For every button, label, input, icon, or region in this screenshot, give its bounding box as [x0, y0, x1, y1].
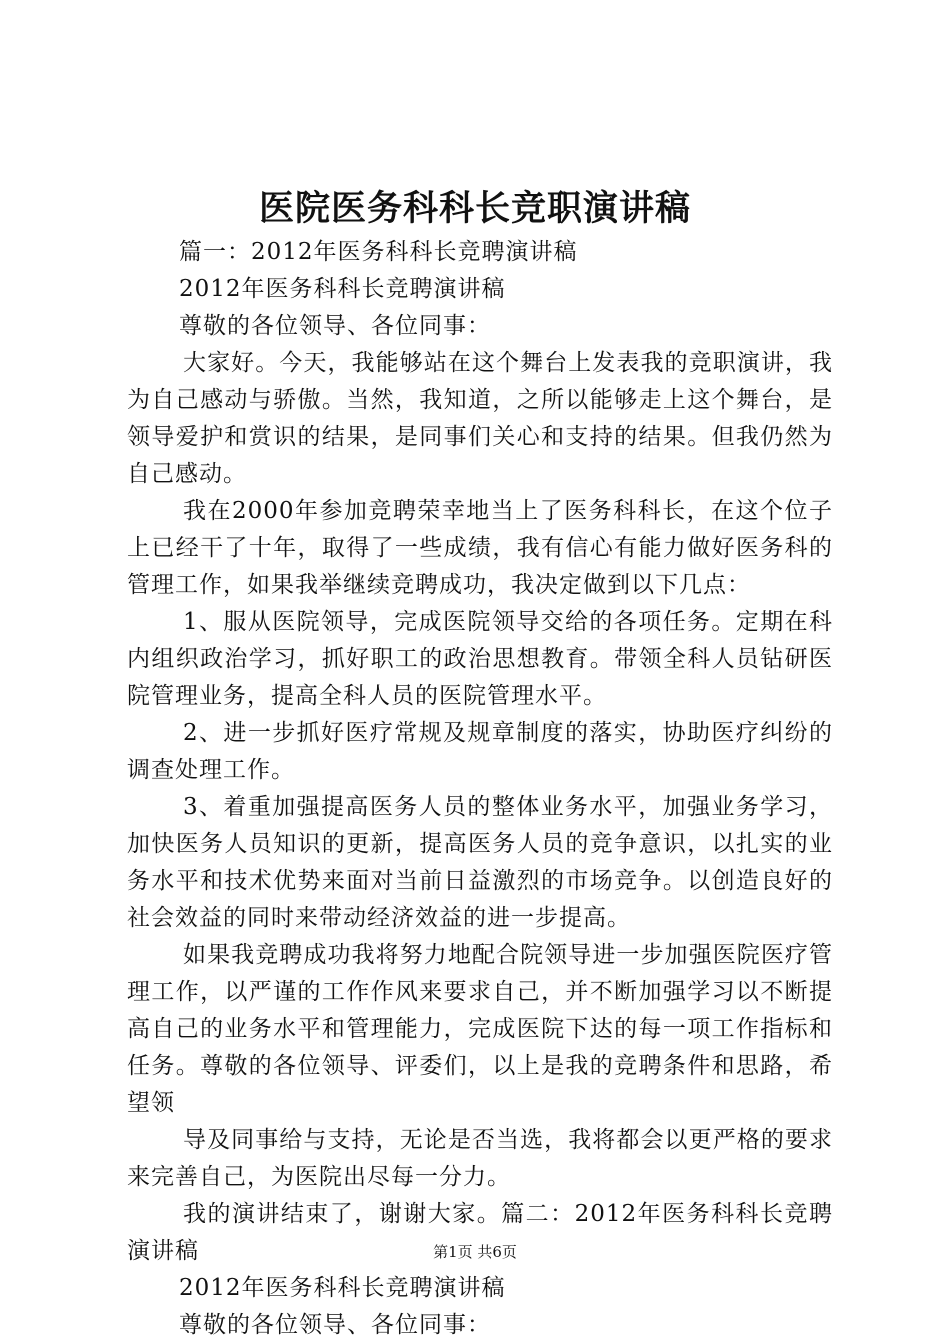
document-title: 医院医务科科长竞职演讲稿	[258, 188, 691, 229]
paragraph-point-3: 3、着重加强提高医务人员的整体业务水平，加强业务学习，加快医务人员知识的更新，提高医务人员的竞争意识，以扎实的业务水平和技术优势来面对当前日益激烈的市场竞争。以创造良好的社会效益的同时来带动经济效益的进一步提高。	[127, 794, 833, 931]
paragraph-salutation-1: 尊敬的各位领导、各位同事：	[179, 313, 491, 339]
paragraph-point-2: 2、进一步抓好医疗常规及规章制度的落实，协助医疗纠纷的调查处理工作。	[127, 720, 833, 783]
paragraph-speech-title-1: 2012年医务科科长竞聘演讲稿	[179, 276, 506, 302]
paragraph-speech-title-2: 2012年医务科科长竞聘演讲稿	[179, 1275, 506, 1301]
page-number-footer: 第1页 共6页	[433, 1243, 517, 1261]
paragraph-background: 我在2000年参加竞聘荣幸地当上了医务科科长，在这个位子上已经干了十年，取得了一些成绩，我有信心有能力做好医务科的管理工作，如果我举继续竞聘成功，我决定做到以下几点：	[127, 498, 833, 598]
paragraph-request-support: 导及同事给与支持，无论是否当选，我将都会以更严格的要求来完善自己，为医院出尽每一分力。	[127, 1127, 833, 1190]
paragraph-greeting: 大家好。今天，我能够站在这个舞台上发表我的竞职演讲，我为自己感动与骄傲。当然，我知道，之所以能够走上这个舞台，是领导爱护和赏识的结果，是同事们关心和支持的结果。但我仍然为自己感动。	[127, 350, 833, 487]
paragraph-closing: 我的演讲结束了，谢谢大家。篇二：2012年医务科科长竞聘演讲稿	[127, 1201, 833, 1264]
paragraph-commitment: 如果我竞聘成功我将努力地配合院领导进一步加强医院医疗管理工作，以严谨的工作作风来要求自己，并不断加强学习以不断提高自己的业务水平和管理能力，完成医院下达的每一项工作指标和任务。尊敬的各位领导、评委们，以上是我的竞聘条件和思路，希望领	[127, 942, 833, 1116]
paragraph-section-heading-1: 篇一：2012年医务科科长竞聘演讲稿	[179, 239, 578, 265]
paragraph-point-1: 1、服从医院领导，完成医院领导交给的各项任务。定期在科内组织政治学习，抓好职工的政治思想教育。带领全科人员钻研医院管理业务，提高全科人员的医院管理水平。	[127, 609, 833, 709]
paragraph-salutation-2: 尊敬的各位领导、各位同事：	[179, 1312, 491, 1338]
document-body	[127, 234, 833, 1344]
